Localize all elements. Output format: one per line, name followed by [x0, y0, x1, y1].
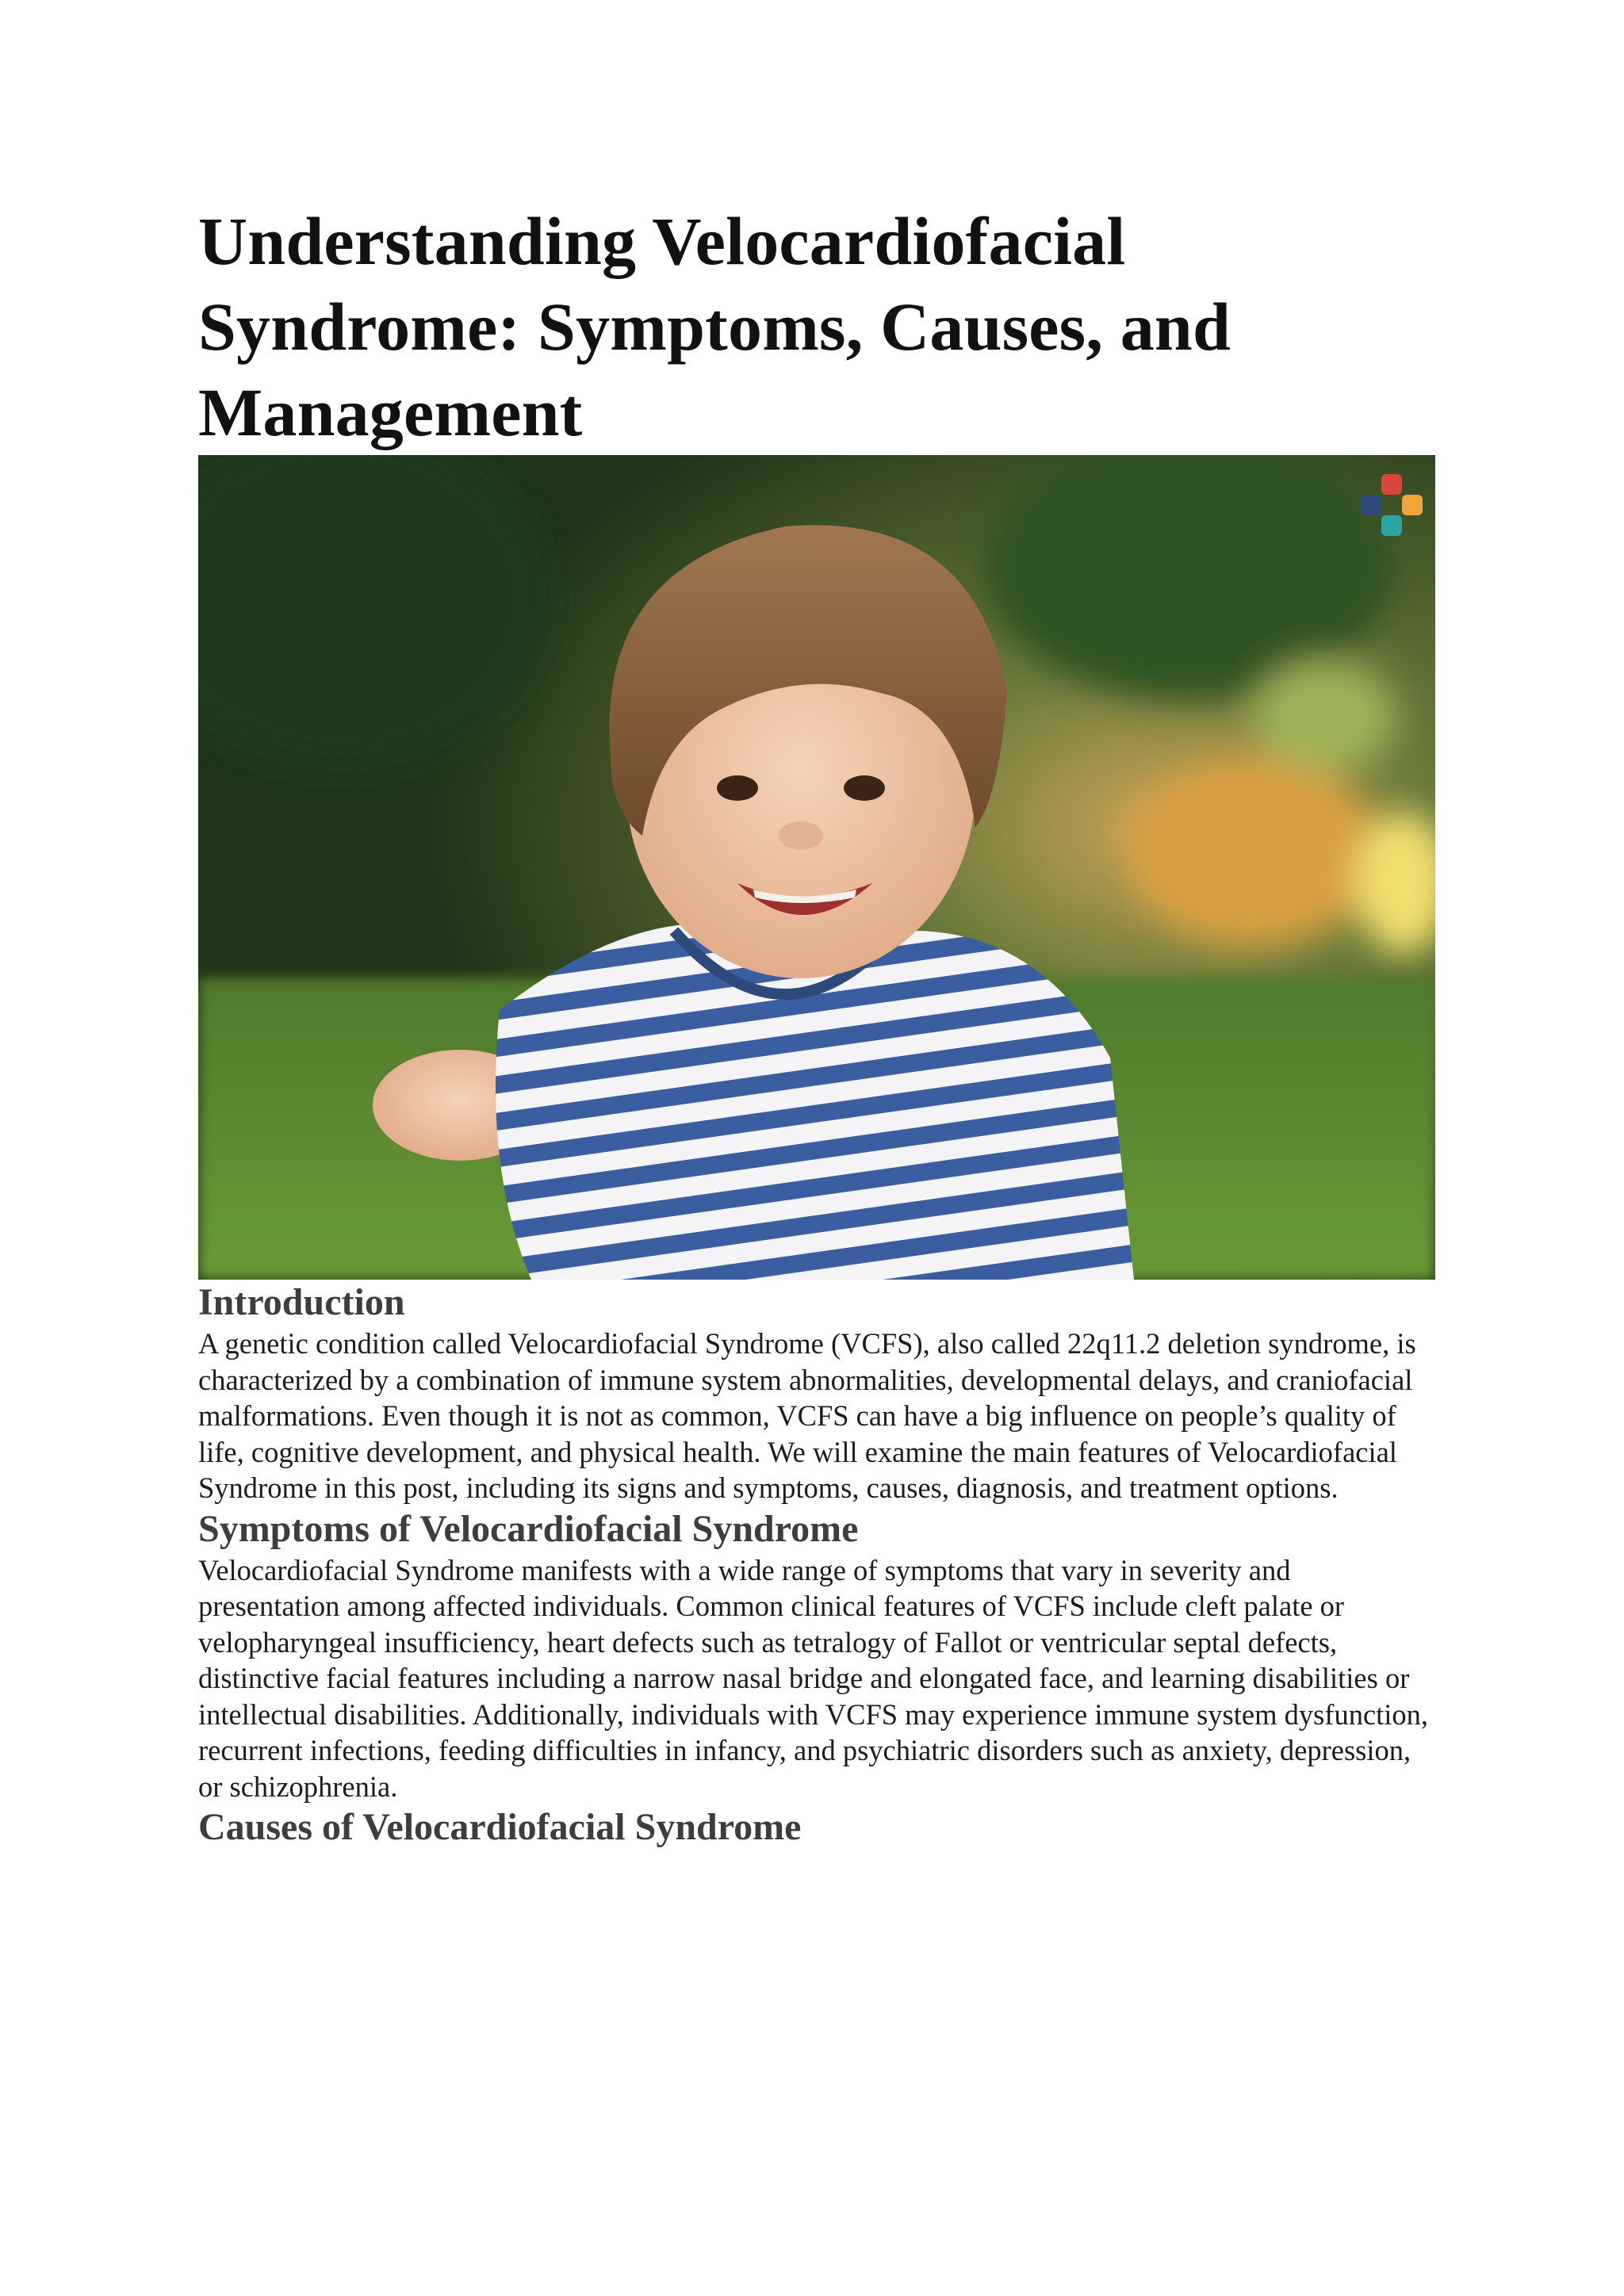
- section-heading-introduction: Introduction: [198, 1281, 405, 1323]
- article: [198, 198, 1435, 1850]
- page-title: Understanding Velocardiofacial Syndrome: Symptoms, Causes, and Management: [198, 203, 1231, 450]
- section-body-introduction: A genetic condition called Velocardiofacial Syndrome (VCFS), also called 22q11.2 deletion syndrome, is characterized by a combination of immune system abnormalities, developmental delays, and craniofacial malformations. Even though it is not as common, VCFS can have a big influence on people’s quality of life, cognitive development, and physical health. We will examine the main features of Velocardiofacial Syndrome in this post, including its signs and symptoms, causes, diagnosis, and treatment options.: [198, 1327, 1416, 1504]
- section-heading-causes: Causes of Velocardiofacial Syndrome: [198, 1806, 802, 1848]
- hero-image: [198, 455, 1435, 1280]
- section-heading-symptoms: Symptoms of Velocardiofacial Syndrome: [198, 1507, 859, 1550]
- section-body-symptoms: Velocardiofacial Syndrome manifests with a wide range of symptoms that vary in severity and presentation among affected individuals. Common clinical features of VCFS include cleft palate or velopharyngeal insufficiency, heart defects such as tetralogy of Fallot or ventricular septal defects, distinctive facial features including a narrow nasal bridge and elongated face, and learning disabilities or intellectual disabilities. Additionally, individuals with VCFS may experience immune system dysfunction, recurrent infections, feeding difficulties in infancy, and psychiatric disorders such as anxiety, depression, or schizophrenia.: [198, 1553, 1429, 1803]
